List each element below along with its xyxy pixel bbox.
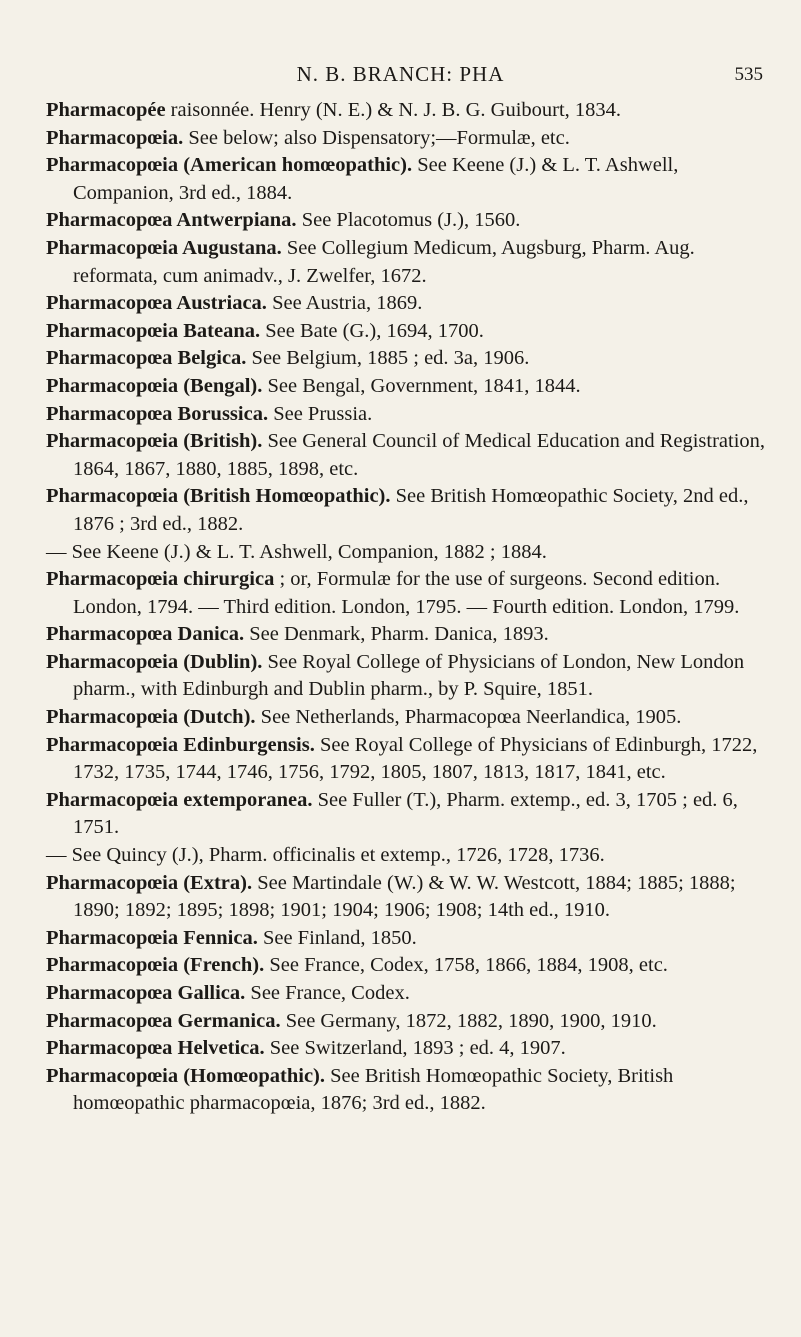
- entry-text: See Finland, 1850.: [257, 926, 417, 949]
- entry-text: See Royal College of Physicians of Edinburgh, 1722, 1732, 1735, 1744, 1746, 1756, 1792, 1805, 1807, 1813, 1817, 1841, etc.: [73, 733, 758, 784]
- entry-heading: Pharmacopœa Helvetica.: [46, 1037, 265, 1060]
- index-entry: [46, 345, 768, 373]
- entry-text: — See Keene (J.) & L. T. Ashwell, Companion, 1882 ; 1884.: [46, 540, 547, 563]
- entry-heading: Pharmacopœia extemporanea.: [46, 788, 313, 811]
- entry-text: See France, Codex, 1758, 1866, 1884, 1908, etc.: [264, 954, 668, 977]
- index-entry: [46, 125, 768, 153]
- entry-text: See Germany, 1872, 1882, 1890, 1900, 1910.: [280, 1009, 657, 1032]
- entry-heading: Pharmacopœia (Dublin).: [46, 650, 263, 673]
- entry-heading: Pharmacopœa Gallica.: [46, 982, 246, 1004]
- entry-heading: Pharmacopœia (French).: [46, 954, 265, 977]
- index-entry: [46, 373, 768, 401]
- index-entry: [46, 980, 768, 1008]
- entry-text: See Martindale (W.) & W. W. Westcott, 1884; 1885; 1888; 1890; 1892; 1895; 1898; 1901; 1904; 1906; 1908; 14th ed., 1910.: [73, 871, 736, 922]
- entry-text: See France, Codex.: [245, 982, 410, 1004]
- index-entry: [46, 787, 768, 842]
- entry-text: See British Homœopathic Society, 2nd ed., 1876 ; 3rd ed., 1882.: [73, 485, 749, 535]
- entry-heading: Pharmacopœa Borussica.: [46, 402, 269, 425]
- index-entries: [46, 97, 768, 1118]
- entry-text: See Prussia.: [268, 402, 373, 425]
- index-entry: [46, 649, 768, 704]
- entry-text: ; or, Formulæ for the use of surgeons. Second edition. London, 1794. — Third edition. London, 1795. — Fourth edition. London, 1799.: [73, 568, 740, 618]
- entry-text: See Belgium, 1885 ; ed. 3a, 1906.: [246, 347, 530, 370]
- index-entry: [46, 207, 768, 235]
- entry-text: See Royal College of Physicians of London, New London pharm., with Edinburgh and Dublin pharm., by P. Squire, 1851.: [73, 650, 745, 701]
- index-entry: [46, 1063, 768, 1118]
- entry-heading: Pharmacopœia (Bengal).: [46, 374, 263, 397]
- index-entry: [46, 842, 768, 870]
- entry-heading: Pharmacopœia (British Homœopathic).: [46, 485, 391, 508]
- index-entry: [46, 732, 768, 787]
- index-entry: [46, 483, 768, 538]
- index-entry: [46, 1008, 768, 1036]
- entry-text: raisonnée. Henry (N. E.) & N. J. B. G. Guibourt, 1834.: [165, 99, 622, 121]
- index-entry: [46, 318, 768, 346]
- entry-text: See Denmark, Pharm. Danica, 1893.: [244, 623, 549, 646]
- running-title: N. B. BRANCH: PHA: [296, 62, 505, 86]
- index-entry: [46, 952, 768, 980]
- entry-heading: Pharmacopœa Belgica.: [46, 347, 247, 370]
- entry-heading: Pharmacopœa Germanica.: [46, 1009, 281, 1032]
- index-entry: [46, 1035, 768, 1063]
- entry-text: See Austria, 1869.: [266, 292, 423, 315]
- entry-text: See Switzerland, 1893 ; ed. 4, 1907.: [264, 1037, 566, 1060]
- page-header: [0, 62, 801, 96]
- entry-heading: Pharmacopœia (Dutch).: [46, 706, 256, 729]
- entry-text: See Bate (G.), 1694, 1700.: [260, 319, 484, 342]
- entry-text: See General Council of Medical Education and Registration, 1864, 1867, 1880, 1885, 1898, etc.: [73, 430, 766, 480]
- entry-heading: Pharmacopœia Bateana.: [46, 319, 261, 342]
- index-entry: [46, 428, 768, 483]
- index-entry: [46, 401, 768, 429]
- index-entry: [46, 290, 768, 318]
- index-entry: [46, 925, 768, 953]
- page-number: 535: [734, 64, 763, 85]
- index-entry: [46, 152, 768, 207]
- entry-text: — See Quincy (J.), Pharm. officinalis et extemp., 1726, 1728, 1736.: [46, 844, 605, 867]
- entry-heading: Pharmacopœia (Homœopathic).: [46, 1064, 326, 1087]
- entry-heading: Pharmacopœia.: [46, 126, 184, 149]
- entry-heading: Pharmacopœa Austriaca.: [46, 292, 267, 315]
- index-entry: [46, 97, 768, 125]
- index-entry: [46, 235, 768, 290]
- index-entry: [46, 704, 768, 732]
- entry-heading: Pharmacopée: [46, 99, 166, 121]
- entry-text: See below; also Dispensatory;—Formulæ, etc.: [183, 126, 570, 149]
- entry-heading: Pharmacopœa Danica.: [46, 623, 245, 646]
- entry-heading: Pharmacopœia (Extra).: [46, 871, 253, 894]
- entry-heading: Pharmacopœa Antwerpiana.: [46, 209, 297, 232]
- index-entry: [46, 566, 768, 621]
- entry-text: See Bengal, Government, 1841, 1844.: [262, 374, 581, 397]
- entry-heading: Pharmacopœia Fennica.: [46, 926, 258, 949]
- entry-text: See Fuller (T.), Pharm. extemp., ed. 3, 1705 ; ed. 6, 1751.: [73, 788, 738, 839]
- entry-text: See Collegium Medicum, Augsburg, Pharm. Aug. reformata, cum animadv., J. Zwelfer, 1672.: [73, 236, 695, 287]
- index-entry: [46, 539, 768, 567]
- entry-heading: Pharmacopœia chirurgica: [46, 568, 275, 591]
- entry-heading: Pharmacopœia Edinburgensis.: [46, 733, 315, 756]
- index-entry: [46, 621, 768, 649]
- entry-heading: Pharmacopœia Augustana.: [46, 236, 282, 259]
- entry-heading: Pharmacopœia (American homœopathic).: [46, 154, 413, 177]
- entry-text: See Netherlands, Pharmacopœa Neerlandica, 1905.: [255, 706, 682, 729]
- index-entry: [46, 870, 768, 925]
- entry-text: See Keene (J.) & L. T. Ashwell, Companion, 3rd ed., 1884.: [73, 154, 679, 204]
- entry-text: See Placotomus (J.), 1560.: [296, 209, 521, 232]
- entry-text: See British Homœopathic Society, British homœopathic pharmacopœia, 1876; 3rd ed., 1882.: [73, 1064, 674, 1115]
- entry-heading: Pharmacopœia (British).: [46, 430, 263, 453]
